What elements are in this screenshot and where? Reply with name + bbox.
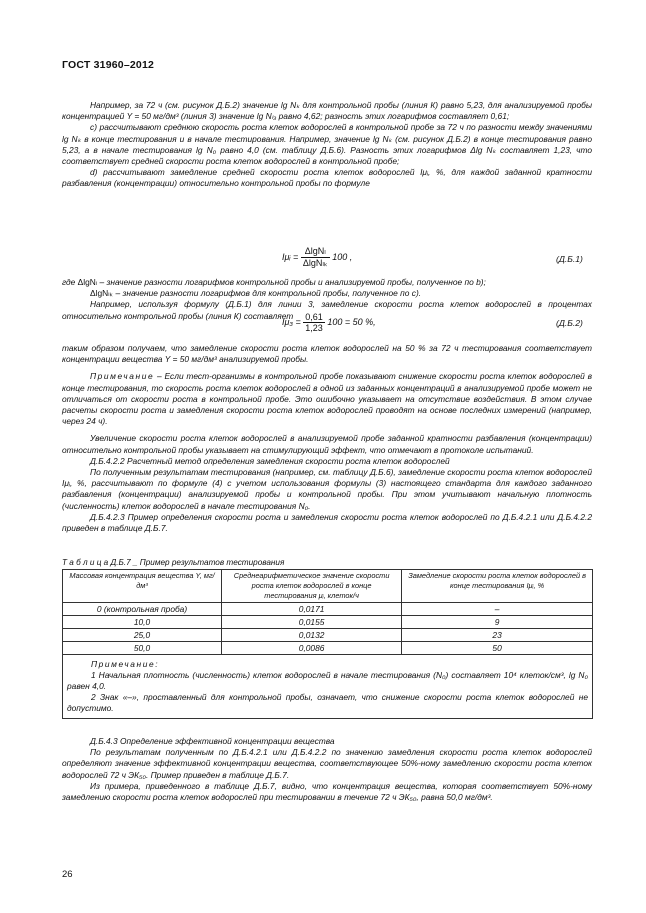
table-note-row bbox=[63, 655, 593, 719]
paragraph-db4-2-3: Д.Б.4.2.3 Пример определения скорости роста и замедления скорости роста клеток водорослей по Д.Б.4.2.1 или Д.Б.4.2.2 приведен в таблице Д.Б.7. bbox=[62, 511, 592, 534]
paragraph-example-lgnk: Например, за 72 ч (см. рисунок Д.Б.2) значение lg Nₖ для контрольной пробы (линия К) равно 5,23, для анализируемой пробы концентрацией Y = 50 мг/дм³ (линия 3) значение lg Nₗ₃ равно 4,62; разность этих логарифмов составляет 0,61; bbox=[62, 100, 592, 122]
table-row bbox=[63, 629, 593, 642]
where-word: где bbox=[62, 277, 76, 287]
table-header-growth-rate: Среднеарифметическое значение скорости роста клеток водорослей в конце тестирования μᵢ, клеток/ч bbox=[222, 570, 402, 603]
formula-db1-fraction bbox=[301, 246, 330, 269]
table-cell: 0,0171 bbox=[222, 603, 402, 616]
text-block-2 bbox=[62, 343, 592, 534]
table-cell: 23 bbox=[402, 629, 593, 642]
where-line-2 bbox=[62, 288, 592, 299]
table-cell: – bbox=[402, 603, 593, 616]
formula-db1-rhs: 100 , bbox=[332, 251, 353, 262]
paragraph-stimulation: Увеличение скорости роста клеток водорослей в анализируемой пробе заданной кратности разбавления (концентрации) относительно контрольной пробы указывает на стимулирующий эффект, что отмечают в протоколе испытаний. bbox=[62, 433, 592, 455]
formula-db2-lhs: Iμ₃ = bbox=[282, 316, 301, 327]
results-table bbox=[62, 569, 593, 719]
table-cell: 25,0 bbox=[63, 629, 222, 642]
where-symbol-1: ΔlgNₗ bbox=[77, 277, 98, 287]
formula-db1-lhs: Iμᵢ = bbox=[282, 251, 299, 262]
paragraph-example-ec50: Из примера, приведенного в таблице Д.Б.7, видно, что концентрация вещества, которая соответствует 50%-ному замедлению скорости роста клеток водорослей при тестировании в течение 72 ч ЭК₅₀, равна 50,0 мг/дм³. bbox=[62, 780, 592, 803]
paragraph-conclusion: таким образом получаем, что замедление скорости роста клеток водорослей на 50 % за 72 ч тестирования соответствует концентрации вещества Y = 50 мг/дм³ анализируемой пробы. bbox=[62, 343, 592, 365]
table-cell: 0,0155 bbox=[222, 616, 402, 629]
note-paragraph bbox=[62, 371, 592, 427]
table-header-row bbox=[63, 570, 593, 603]
formula-db2-fraction bbox=[303, 312, 325, 333]
table-cell: 10,0 bbox=[63, 616, 222, 629]
table-note-cell bbox=[63, 655, 593, 719]
equation-number-db1: (Д.Б.1) bbox=[556, 254, 583, 264]
paragraph-step-d: d) рассчитывают замедление средней скорости роста клеток водорослей Iμᵢ, %, для каждой заданной кратности разбавления (концентрации) относительно контрольной пробы по формуле bbox=[62, 167, 592, 189]
paragraph-calculation: По полученным результатам тестирования (например, см. таблицу Д.Б.6), замедление скорости роста клеток водорослей Iμᵢ, %, рассчитывают по формуле (4) с учетом использования формулы (3) настоящего стандарта для каждого заданного разбавления (концентрации) анализируемой пробы и контрольной пробы. При этом учитывают начальную плотность (численность) клеток водорослей в начале тестирования N₀. bbox=[62, 467, 592, 511]
formula-db2-denominator: 1,23 bbox=[305, 323, 323, 333]
document-header: ГОСТ 31960–2012 bbox=[62, 59, 155, 71]
table-row bbox=[63, 616, 593, 629]
table-header-inhibition: Замедление скорости роста клеток водорослей в конце тестирования Iμᵢ, % bbox=[402, 570, 593, 603]
paragraph-step-c: с) рассчитывают среднюю скорость роста клеток водорослей в контрольной пробе за 72 ч по разности между значениями lg Nₖ в конце тестирования и в начале тестирования. Например, значение lg Nₖ (см. рисунок Д.Б.2) в конце тестирования равно 5,23, а в начале тестирования lg N₀ равно 4,0 (см. таблицу Д.Б.6). Разность этих логарифмов Δlg Nₖ составляет 1,23, что соответствует средней скорости роста клеток водорослей в контрольной пробе; bbox=[62, 122, 592, 167]
table-row bbox=[63, 603, 593, 616]
paragraph-db4-2-2: Д.Б.4.2.2 Расчетный метод определения замедления скорости роста клеток водорослей bbox=[90, 455, 450, 466]
formula-db1 bbox=[282, 246, 352, 269]
table-cell: 9 bbox=[402, 616, 593, 629]
table-note-1: 1 Начальная плотность (численность) клеток водорослей в начале тестирования (N₀) составляет 10⁴ клеток/см³, lg N₀ равен 4,0. bbox=[67, 670, 588, 691]
table-row bbox=[63, 642, 593, 655]
formula-db2-numerator: 0,61 bbox=[305, 312, 323, 322]
table-cell: 0 (контрольная проба) bbox=[63, 603, 222, 616]
table-cell: 50 bbox=[402, 642, 593, 655]
text-block-3 bbox=[62, 736, 592, 803]
table-cell: 0,0132 bbox=[222, 629, 402, 642]
equation-number-db2: (Д.Б.2) bbox=[556, 318, 583, 328]
paragraph-db4-3: Д.Б.4.3 Определение эффективной концентрации вещества bbox=[90, 736, 335, 746]
table-cell: 50,0 bbox=[63, 642, 222, 655]
formula-db2 bbox=[282, 312, 376, 333]
where-definition-2: – значение разности логарифмов для контрольной пробы, полученное по с). bbox=[115, 288, 422, 299]
paragraph-example-formula: Например, используя формулу (Д.Б.1) для линии 3, замедление скорости роста клеток водорослей в процентах относительно контрольной пробы (линия К) составляет bbox=[62, 299, 592, 321]
table-note-label: Примечание: bbox=[91, 659, 160, 669]
where-symbol-2: ΔlgNₗₖ bbox=[90, 288, 114, 299]
page-number: 26 bbox=[62, 869, 73, 880]
where-definition-1: – значение разности логарифмов контрольной пробы и анализируемой пробы, полученное по b); bbox=[99, 277, 486, 287]
table-caption: Т а б л и ц а Д.Б.7 _ Пример результатов тестирования bbox=[62, 558, 285, 567]
table-note-2: 2 Знак «–», проставленный для контрольной пробы, означает, что снижение скорости роста клеток водорослей не допустимо. bbox=[67, 692, 588, 713]
where-line-1 bbox=[62, 277, 592, 288]
paragraph-effective-concentration: По результатам полученным по Д.Б.4.2.1 или Д.Б.4.2.2 по значению замедления скорости роста клеток водорослей определяют значение эффективной концентрации вещества, соответствующее 50%-ному замедлению скорости роста клеток водорослей 72 ч ЭК₅₀. Пример приведен в таблице Д.Б.7. bbox=[62, 747, 592, 780]
formula-db2-rhs: 100 = 50 %, bbox=[327, 316, 376, 327]
formula-db1-denominator: ΔlgNₗₖ bbox=[302, 258, 328, 268]
formula-db1-numerator: ΔlgNₗ bbox=[301, 246, 330, 258]
note-text: – Если тест-организмы в контрольной пробе показывают снижение скорости роста клеток водорослей в конце тестирования, то скорость роста клеток водорослей в одной из заданных концентраций в анализируемой пробе может не отличаться от скорости роста в контрольной пробе. Это ошибочно указывает на отсутствие воздействия. В этом случае расчеты скорости роста и замедления скорости роста клеток водорослей проводят на основе последних измерений (например, через 24 ч). bbox=[62, 371, 592, 427]
table-cell: 0,0086 bbox=[222, 642, 402, 655]
text-block-1 bbox=[62, 100, 592, 190]
note-label: Примечание bbox=[90, 371, 155, 382]
table-header-concentration: Массовая концентрация вещества Y, мг/дм³ bbox=[63, 570, 222, 603]
